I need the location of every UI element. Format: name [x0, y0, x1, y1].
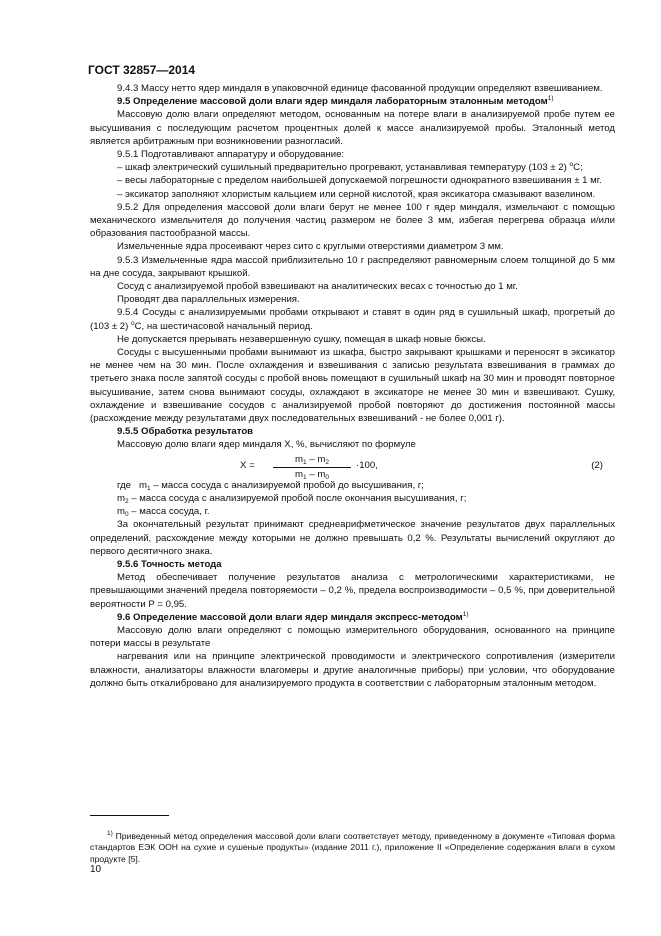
paragraph-9-5-3: 9.5.3 Измельченные ядра массой приблизительно 10 г распределяют равномерным слоем толщиной до 5 мм на дне сосуда, закрывают крышкой.: [90, 254, 615, 279]
heading-9-5-text: 9.5 Определение массовой доли влаги ядер миндаля лабораторным эталонным методом: [117, 96, 548, 108]
page-header-standard: ГОСТ 32857—2014: [88, 63, 196, 77]
paragraph-9-5-6: Метод обеспечивает получение результатов анализа с метрологическими характеристиками, не превышающими значений предела повторяемости – 0,2 %, предела воспроизводимости – 0,5 %, при доверительной вероятности P = 0,95.: [90, 572, 615, 610]
paragraph-9-5-4-cooling: Сосуды с высушенными пробами вынимают из шкафа, быстро закрывают крышками и переносят в эксикатор не менее чем на 30 мин. После охлаждения и взвешивания с записью результата взвешивания в граммах до третьего знака после запятой сосуды с пробой вновь помещают в сушильный шкаф на 30 мин и проводят повторное высушивание, затем снова вынимают сосуды, охлаждают в эксикаторе не менее 30 мин и взвешивают. Сушку, охлаждение и взвешивание сосудов с анализируемой пробой повторяют до достижения постоянной массы (расхождение между результатами двух последовательных взвешиваний - не более 0,001 г).: [90, 347, 615, 425]
list-item-desiccator: – эксикатор заполняют хлористым кальцием или серной кислотой, края эксикатора смазывают вазелином.: [117, 188, 596, 200]
list-item-drying-oven: – шкаф электрический сушильный предварительно прогревают, устанавливая температуру (103 ± 2) $^o$С;: [117, 161, 583, 174]
paragraph-9-5-3-parallel: Проводят два параллельных измерения.: [117, 294, 300, 306]
footnote-ref[interactable]: 1): [462, 610, 469, 618]
footnote-mark: 1): [107, 829, 113, 837]
paragraph-9-5-4-no-interrupt: Не допускается прерывать незавершенную сушку, помещая в шкаф новые бюксы.: [117, 333, 486, 345]
formula-denominator: $m_1 - m_0$: [295, 468, 329, 481]
paragraph-9-5-5-formula-intro: Массовую долю влаги ядер миндаля X, %, вычисляют по формуле: [117, 439, 416, 451]
heading-9-5-5: 9.5.5 Обработка результатов: [117, 426, 254, 438]
paragraph-9-5-3-weigh: Сосуд с анализируемой пробой взвешивают на аналитических весах с точностью до 1 мг.: [117, 281, 518, 293]
equation-number: (2): [591, 459, 603, 471]
heading-9-5: [90, 95, 615, 108]
legend-m0: $m_0$ – масса сосуда, г.: [117, 506, 210, 519]
paragraph-9-6: Массовую долю влаги определяют с помощью измерительного оборудования, основанного на принципе потери массы в результате: [90, 624, 615, 650]
page-number: 10: [90, 864, 102, 875]
paragraph-9-5-2-sieve: Измельченные ядра просеивают через сито с круглыми отверстиями диаметром 3 мм.: [117, 241, 504, 253]
list-item-scales: – весы лабораторные с пределом наибольшей допускаемой погрешности однократного взвешивания ± 1 мг.: [117, 175, 602, 187]
paragraph-9-5-intro: Массовую долю влаги определяют методом, основанным на потере влаги в анализируемой пробе путем ее высушивания с последующим расчетом процентных долей к массе анализируемой пробы. Эталонный метод является арбитражным при возникновении разногласий.: [90, 109, 615, 147]
footnote: [90, 831, 615, 866]
heading-9-6-text: 9.6 Определение массовой доли влаги ядер миндаля экспресс-методом: [117, 611, 463, 623]
formula-numerator: $m_1 - m_2$: [273, 453, 351, 468]
paragraph-9-5-5-result: За окончательный результат принимают среднеарифметическое значение результатов двух параллельных определений, расхождение между которыми не должно превышать 0,2 %. Результаты вычислений округляют до первого десятичного знака.: [90, 519, 615, 557]
footnote-ref[interactable]: 1): [547, 95, 554, 103]
degree-sign: o: [131, 319, 135, 327]
formula-fraction: [273, 453, 351, 481]
heading-9-6: [90, 611, 615, 624]
paragraph-9-5-2: 9.5.2 Для определения массовой доли влаги берут не менее 100 г ядер миндаля, измельчают с помощью механического измельчителя до получения частиц размером не более 3 мм, избегая перегрева образца и/или образования пастообразной массы.: [90, 201, 615, 240]
footnote-text: Приведенный метод определения массовой доли влаги соответствует методу, приведенному в документе «Типовая форма стандартов ЕЭК ООН на сухие и сушеные продукты» (издание 2011 г.), приложение II «Определение содержания влаги в сухом продукте [5].: [90, 830, 615, 865]
moisture-formula: [90, 453, 615, 481]
heading-9-5-6: 9.5.6 Точность метода: [117, 558, 222, 570]
legend-m2: $m_2$ – масса сосуда с анализируемой пробой после окончания высушивания, г;: [117, 492, 467, 505]
paragraph-9-6-continued: нагревания или на принципе электрической проводимости и электрического сопротивления (измерители влажности, анализаторы влажности влагомеры и другие аналогичные приборы) при условии, что оборудование должно быть откалибровано для анализируемого продукта в соответствии с лабораторным эталонным методом.: [90, 651, 615, 689]
formula-lhs: X =: [240, 459, 255, 471]
footnote-separator: [90, 815, 169, 816]
paragraph-9-4-3: 9.4.3 Массу нетто ядер миндаля в упаковочной единице фасованной продукции определяют взвешиванием.: [117, 83, 603, 94]
document-body: [90, 82, 615, 690]
formula-multiplier: ·100,: [356, 459, 378, 471]
degree-sign: o: [569, 161, 574, 169]
legend-m1: где $m_1$ – масса сосуда с анализируемой пробой до высушивания, г;: [117, 479, 424, 492]
paragraph-9-5-1: 9.5.1 Подготавливают аппаратуру и оборудование:: [117, 149, 345, 161]
paragraph-9-5-4: 9.5.4 Сосуды с анализируемыми пробами открывают и ставят в один ряд в сушильный шкаф, прогретый до (103 ± 2) $^o$С, на шестичасовой начальный период.: [90, 307, 615, 332]
